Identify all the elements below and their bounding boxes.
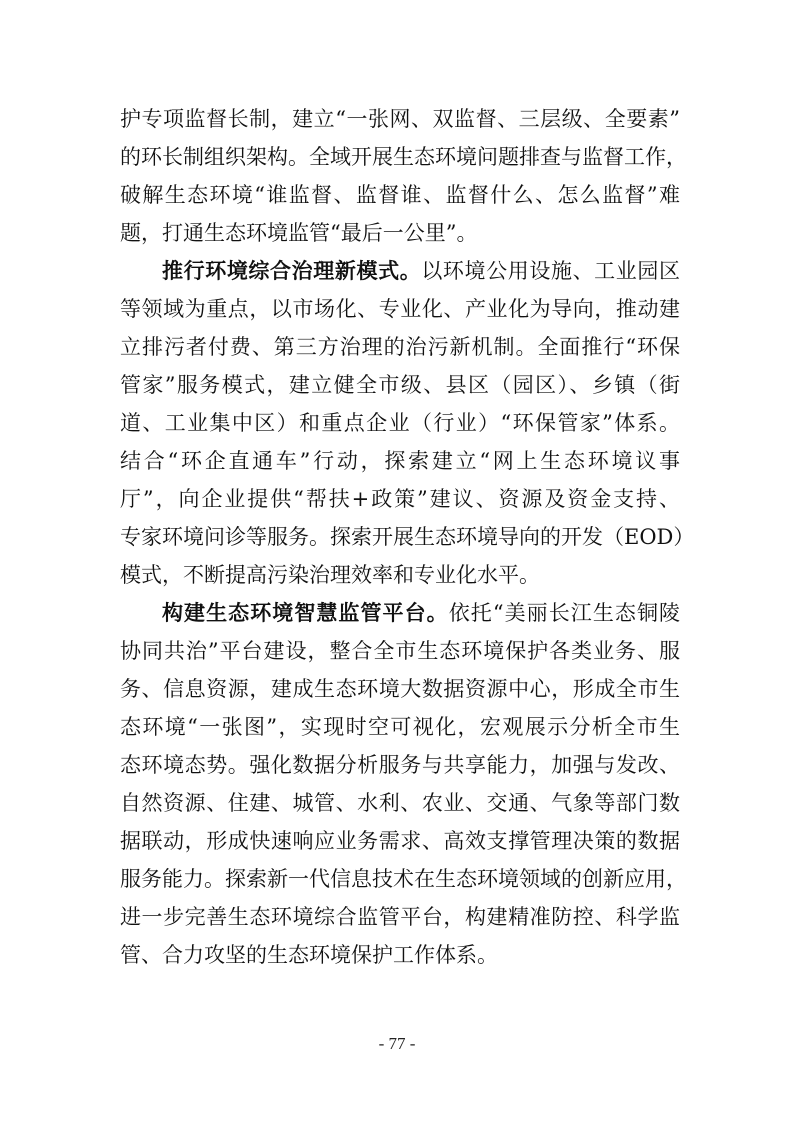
- paragraph-line: 管、合力攻坚的生态环境保护工作体系。: [120, 943, 498, 967]
- paragraph-line: 协同共治”平台建设，整合全市生态环境保护各类业务、服: [120, 639, 680, 663]
- paragraph-line: 立排污者付费、第三方治理的治污新机制。全面推行“环保: [120, 335, 680, 359]
- paragraph-line: 等领域为重点，以市场化、专业化、产业化为导向，推动建: [120, 297, 680, 321]
- paragraph-first-line: [162, 594, 680, 632]
- paragraph-line: 破解生态环境“谁监督、监督谁、监督什么、怎么监督”难: [120, 183, 680, 207]
- paragraph-line: 专家环境问诊等服务。探索开展生态环境导向的开发（EOD）: [120, 525, 695, 549]
- paragraph-line: 模式，不断提高污染治理效率和专业化水平。: [120, 563, 540, 587]
- paragraph-line: 题，打通生态环境监管“最后一公里”。: [120, 221, 478, 245]
- paragraph-line: 厅”，向企业提供“帮扶+政策”建议、资源及资金支持、: [120, 487, 680, 511]
- paragraph-line: 态环境态势。强化数据分析服务与共享能力，加强与发改、: [120, 753, 680, 777]
- paragraph-line: 管家”服务模式，建立健全市级、县区（园区）、乡镇（街: [120, 373, 680, 397]
- paragraph-line: 服务能力。探索新一代信息技术在生态环境领域的创新应用，: [120, 867, 687, 891]
- section-heading: 推行环境综合治理新模式。: [162, 258, 422, 283]
- paragraph-first-line: [162, 252, 680, 290]
- paragraph-line: 护专项监督长制，建立“一张网、双监督、三层级、全要素”: [120, 107, 680, 131]
- page-number: - 77 -: [378, 1034, 416, 1053]
- paragraph-line: 进一步完善生态环境综合监管平台，构建精准防控、科学监: [120, 905, 680, 929]
- paragraph-line: 务、信息资源，建成生态环境大数据资源中心，形成全市生: [120, 677, 680, 701]
- paragraph-line: 道、工业集中区）和重点企业（行业）“环保管家”体系。: [120, 411, 680, 435]
- paragraph-line: 自然资源、住建、城管、水利、农业、交通、气象等部门数: [120, 791, 680, 815]
- paragraph-line: 结合“环企直通车”行动，探索建立“网上生态环境议事: [120, 449, 680, 473]
- paragraph-text: 依托“美丽长江生态铜陵: [448, 601, 680, 625]
- paragraph-line: 态环境“一张图”，实现时空可视化，宏观展示分析全市生: [120, 715, 680, 739]
- paragraph-line: 据联动，形成快速响应业务需求、高效支撑管理决策的数据: [120, 829, 680, 853]
- paragraph-text: 以环境公用设施、工业园区: [421, 259, 681, 283]
- paragraph-line: 的环长制组织架构。全域开展生态环境问题排查与监督工作，: [120, 145, 687, 169]
- section-heading: 构建生态环境智慧监管平台。: [162, 600, 449, 625]
